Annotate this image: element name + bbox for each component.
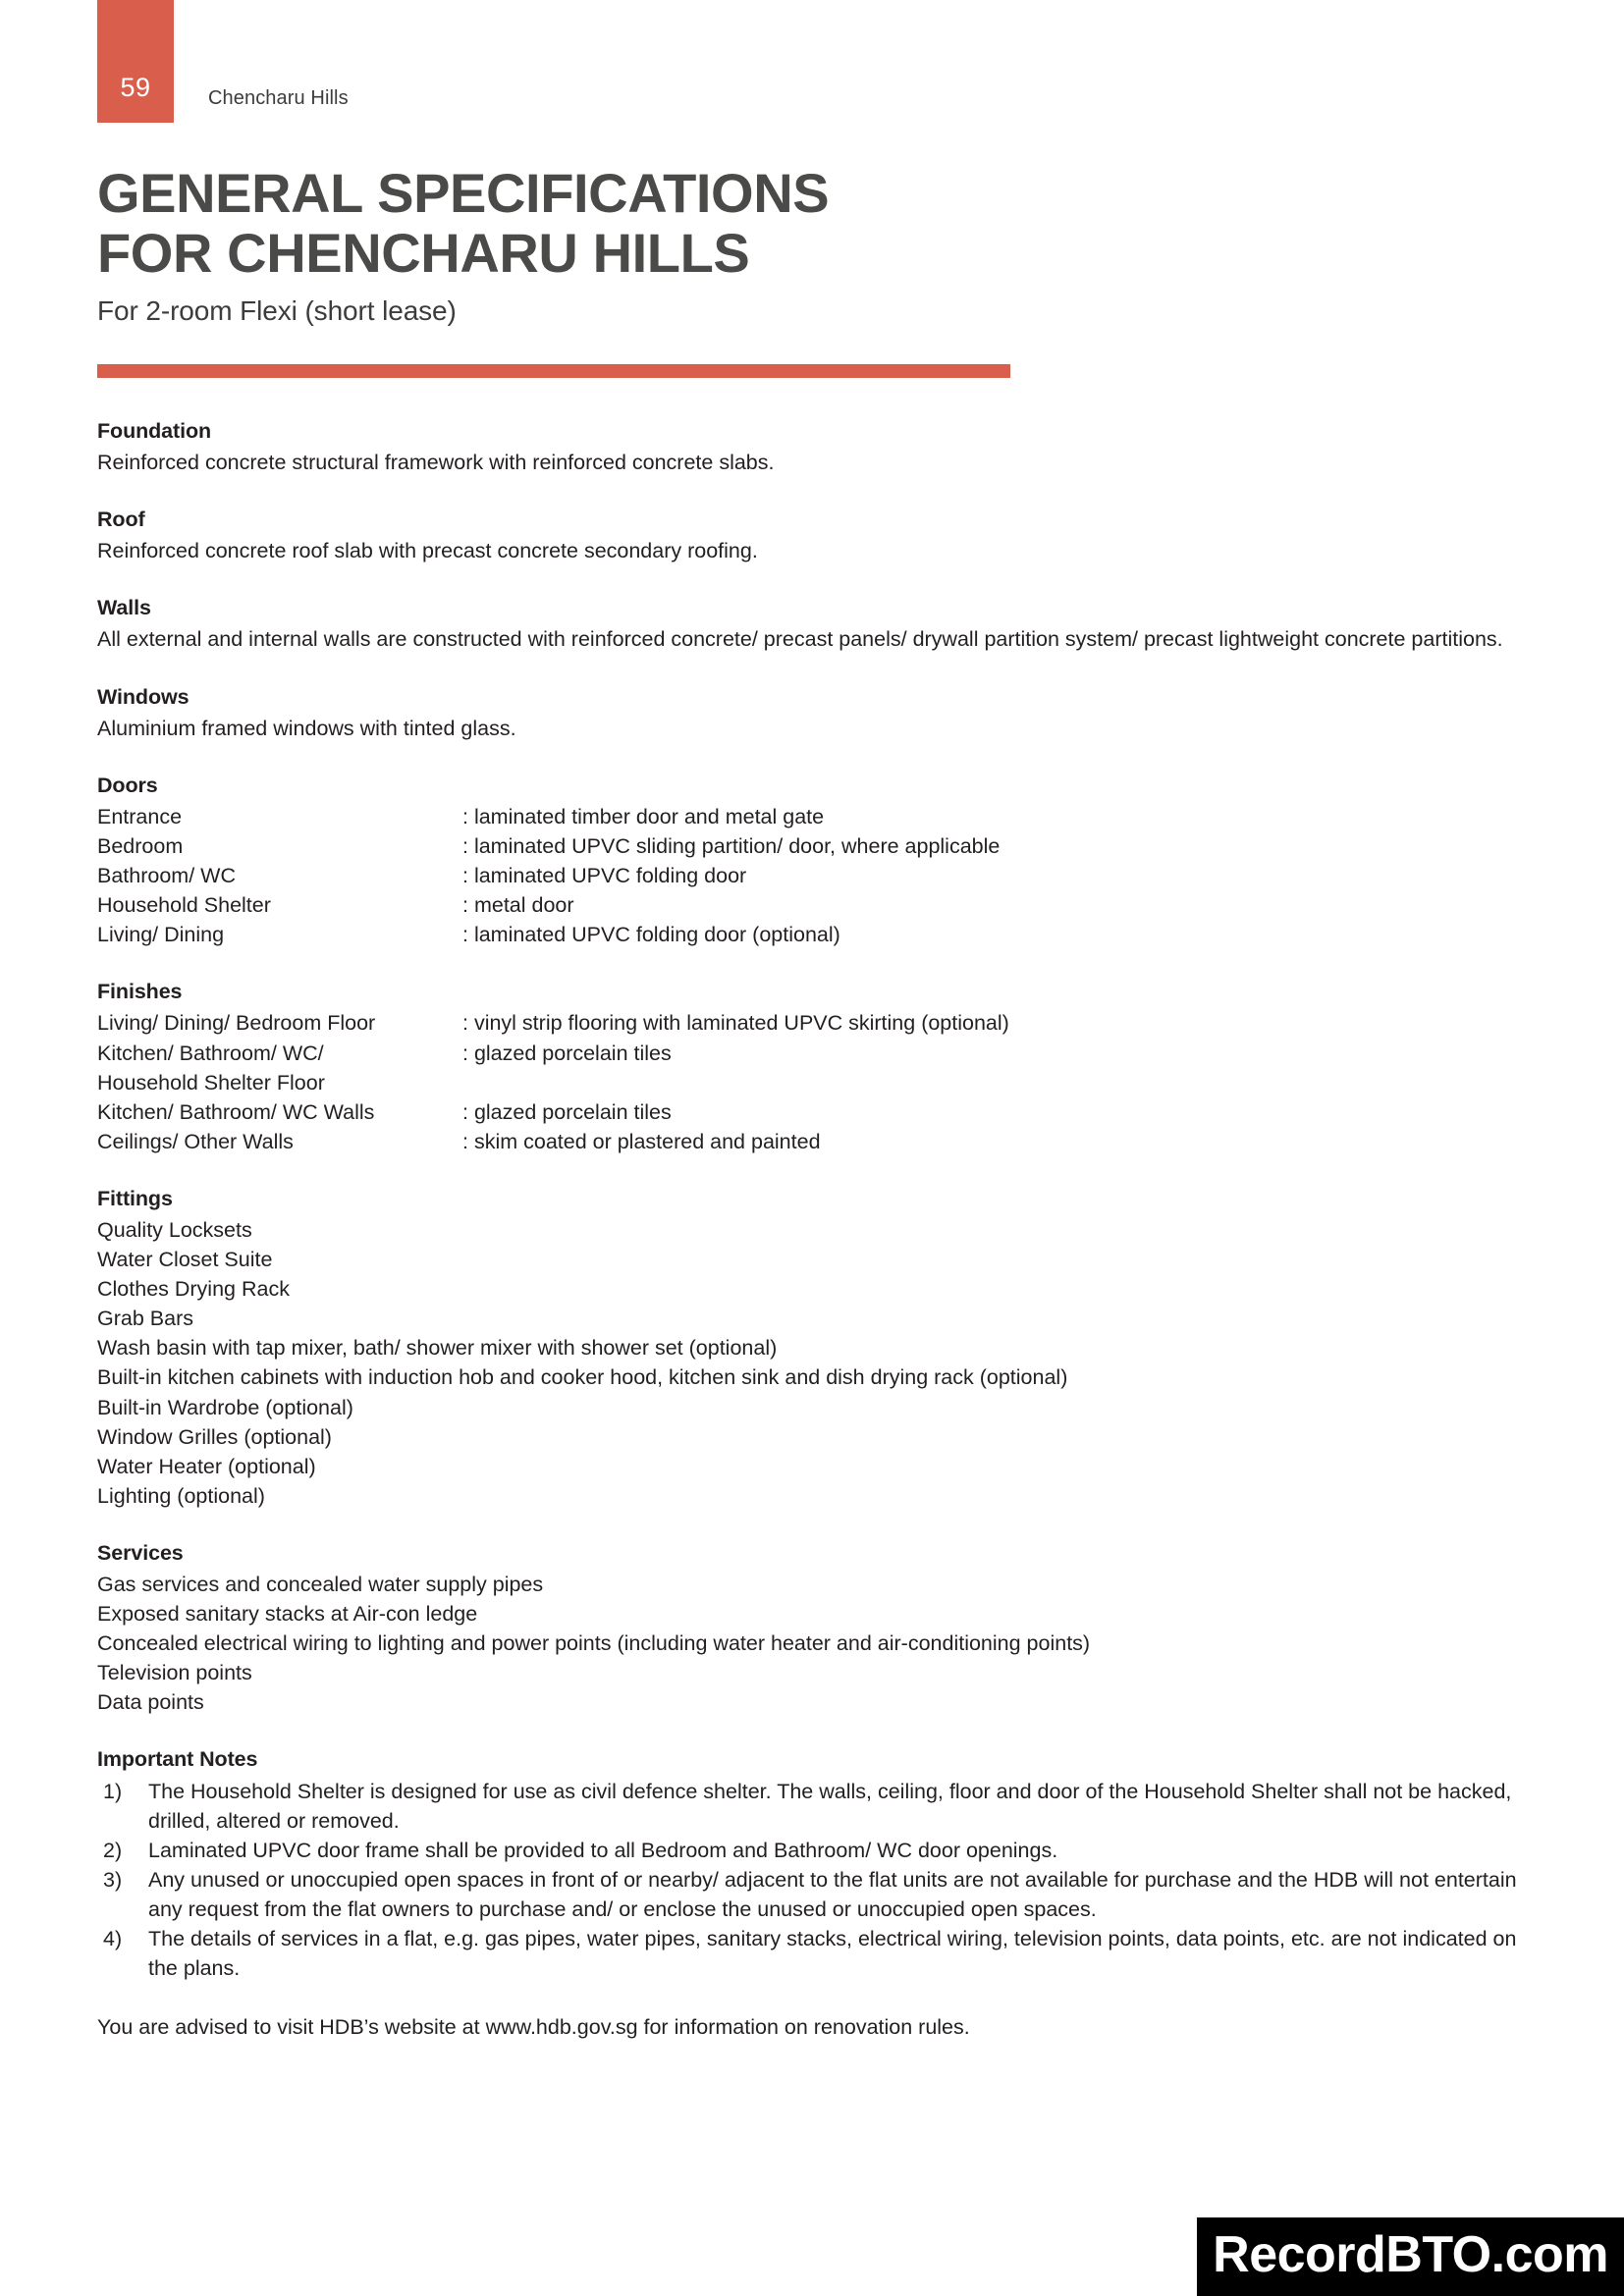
doors-value: : laminated timber door and metal gate [462, 804, 825, 828]
table-row [97, 1068, 1531, 1097]
list-item: Exposed sanitary stacks at Air-con ledge [97, 1602, 478, 1627]
list-item [97, 1924, 1531, 1983]
note-marker: 4) [103, 1927, 123, 1951]
doors-label: Household Shelter [97, 893, 271, 918]
list-item: Lighting (optional) [97, 1483, 265, 1508]
section-services [97, 1538, 1531, 1718]
finishes-value [462, 1068, 1531, 1097]
table-row [97, 920, 1531, 949]
note-marker: 1) [103, 1779, 123, 1803]
important-notes-list [97, 1777, 1531, 1984]
doors-label: Living/ Dining [97, 923, 225, 947]
section-body-windows [97, 714, 1531, 743]
list-item: Wash basin with tap mixer, bath/ shower mixer with shower set (optional) [97, 1336, 778, 1361]
section-fittings [97, 1184, 1531, 1511]
section-heading-doors: Doors [97, 773, 158, 797]
section-heading-finishes: Finishes [97, 980, 183, 1004]
finishes-value: : vinyl strip flooring with laminated UPVC skirting (optional) [462, 1011, 1009, 1036]
page-number: 59 [120, 73, 151, 102]
note-text: The details of services in a flat, e.g. gas pipes, water pipes, sanitary stacks, electrical wiring, television points, data points, etc. are not indicated on the plans. [148, 1927, 1517, 1981]
section-heading-services: Services [97, 1540, 184, 1565]
list-item: Quality Locksets [97, 1217, 252, 1242]
doors-label: Entrance [97, 804, 183, 828]
section-heading-windows: Windows [97, 684, 189, 709]
finishes-value: : glazed porcelain tiles [462, 1099, 672, 1124]
list-item: Clothes Drying Rack [97, 1277, 290, 1302]
section-finishes [97, 977, 1531, 1156]
list-item: Grab Bars [97, 1307, 193, 1331]
finishes-label: Kitchen/ Bathroom/ WC Walls [97, 1099, 375, 1124]
section-body-foundation [97, 448, 1531, 477]
section-foundation [97, 416, 1531, 477]
note-text: Laminated UPVC door frame shall be provided to all Bedroom and Bathroom/ WC door openings. [148, 1838, 1058, 1862]
title-block [97, 163, 1177, 378]
section-heading-walls: Walls [97, 596, 151, 620]
section-important-notes [97, 1744, 1531, 2042]
doors-spec-table [97, 802, 1531, 949]
list-item: Television points [97, 1661, 252, 1685]
roof-text: Reinforced concrete roof slab with precast concrete secondary roofing. [97, 539, 758, 563]
doors-value: : laminated UPVC folding door [462, 864, 747, 888]
doors-label: Bathroom/ WC [97, 864, 236, 888]
section-body-services [97, 1570, 1531, 1717]
section-walls [97, 593, 1531, 654]
finishes-label: Kitchen/ Bathroom/ WC/ [97, 1041, 324, 1065]
specifications-content [97, 416, 1531, 2069]
page-title-line-1: GENERAL SPECIFICATIONS [97, 162, 830, 224]
finishes-value: : glazed porcelain tiles [462, 1041, 672, 1065]
note-marker: 3) [103, 1867, 123, 1892]
section-windows [97, 682, 1531, 743]
header-project-name: Chencharu Hills [208, 87, 349, 109]
finishes-label: Ceilings/ Other Walls [97, 1129, 294, 1153]
page-subtitle: For 2-room Flexi (short lease) [97, 295, 457, 327]
page-header [0, 0, 1624, 118]
list-item [97, 1836, 1531, 1865]
note-marker: 2) [103, 1838, 123, 1862]
section-heading-foundation: Foundation [97, 419, 212, 443]
list-item: Concealed electrical wiring to lighting and power points (including water heater and air-conditioning points) [97, 1631, 1091, 1656]
table-row [97, 1097, 1531, 1127]
page-title [97, 163, 1177, 283]
list-item: Water Heater (optional) [97, 1454, 316, 1478]
section-body-roof [97, 536, 1531, 565]
doors-label: Bedroom [97, 833, 184, 858]
table-row [97, 802, 1531, 831]
finishes-value: : skim coated or plastered and painted [462, 1129, 821, 1153]
list-item: Water Closet Suite [97, 1248, 273, 1272]
page-number-badge [97, 0, 174, 123]
windows-text: Aluminium framed windows with tinted glass. [97, 716, 516, 740]
section-body-fittings [97, 1215, 1531, 1511]
table-row [97, 861, 1531, 890]
table-row [97, 1008, 1531, 1038]
table-row [97, 1039, 1531, 1068]
doors-value: : metal door [462, 893, 574, 918]
list-item [97, 1865, 1531, 1924]
section-body-walls [97, 624, 1531, 654]
section-heading-roof: Roof [97, 507, 145, 532]
list-item: Window Grilles (optional) [97, 1424, 332, 1449]
walls-text: All external and internal walls are constructed with reinforced concrete/ precast panels/ drywall partition system/ precast lightweight concrete partitions. [97, 627, 1503, 652]
note-text: Any unused or unoccupied open spaces in front of or nearby/ adjacent to the flat units are not available for purchase and the HDB will not entertain any request from the flat owners to purchase and/ or enclose the unused or unoccupied open spaces. [148, 1867, 1517, 1921]
list-item: Built-in kitchen cabinets with induction hob and cooker hood, kitchen sink and dish drying rack (optional) [97, 1365, 1068, 1390]
section-heading-important-notes: Important Notes [97, 1747, 258, 1772]
list-item [97, 1777, 1531, 1836]
doors-value: : laminated UPVC folding door (optional) [462, 923, 840, 947]
table-row [97, 1127, 1531, 1156]
list-item: Built-in Wardrobe (optional) [97, 1395, 353, 1419]
note-text: The Household Shelter is designed for use as civil defence shelter. The walls, ceiling, floor and door of the Household Shelter shall not be hacked, drilled, altered or removed. [148, 1779, 1512, 1833]
foundation-text: Reinforced concrete structural framework with reinforced concrete slabs. [97, 451, 775, 475]
table-row [97, 831, 1531, 861]
finishes-label: Living/ Dining/ Bedroom Floor [97, 1011, 376, 1036]
finishes-spec-table [97, 1008, 1531, 1155]
list-item: Gas services and concealed water supply pipes [97, 1573, 544, 1596]
section-roof [97, 505, 1531, 565]
table-row [97, 890, 1531, 920]
page-title-line-2: FOR CHENCHARU HILLS [97, 222, 750, 285]
section-doors [97, 771, 1531, 950]
finishes-label: Household Shelter Floor [97, 1070, 325, 1095]
renovation-rules-note: You are advised to visit HDB’s website at www.hdb.gov.sg for information on renovation rules. [97, 2015, 970, 2040]
section-heading-fittings: Fittings [97, 1186, 173, 1210]
list-item: Data points [97, 1690, 204, 1715]
doors-value: : laminated UPVC sliding partition/ door, where applicable [462, 833, 1001, 858]
title-divider-rule [97, 364, 1010, 378]
watermark: RecordBTO.com [1197, 2217, 1624, 2296]
